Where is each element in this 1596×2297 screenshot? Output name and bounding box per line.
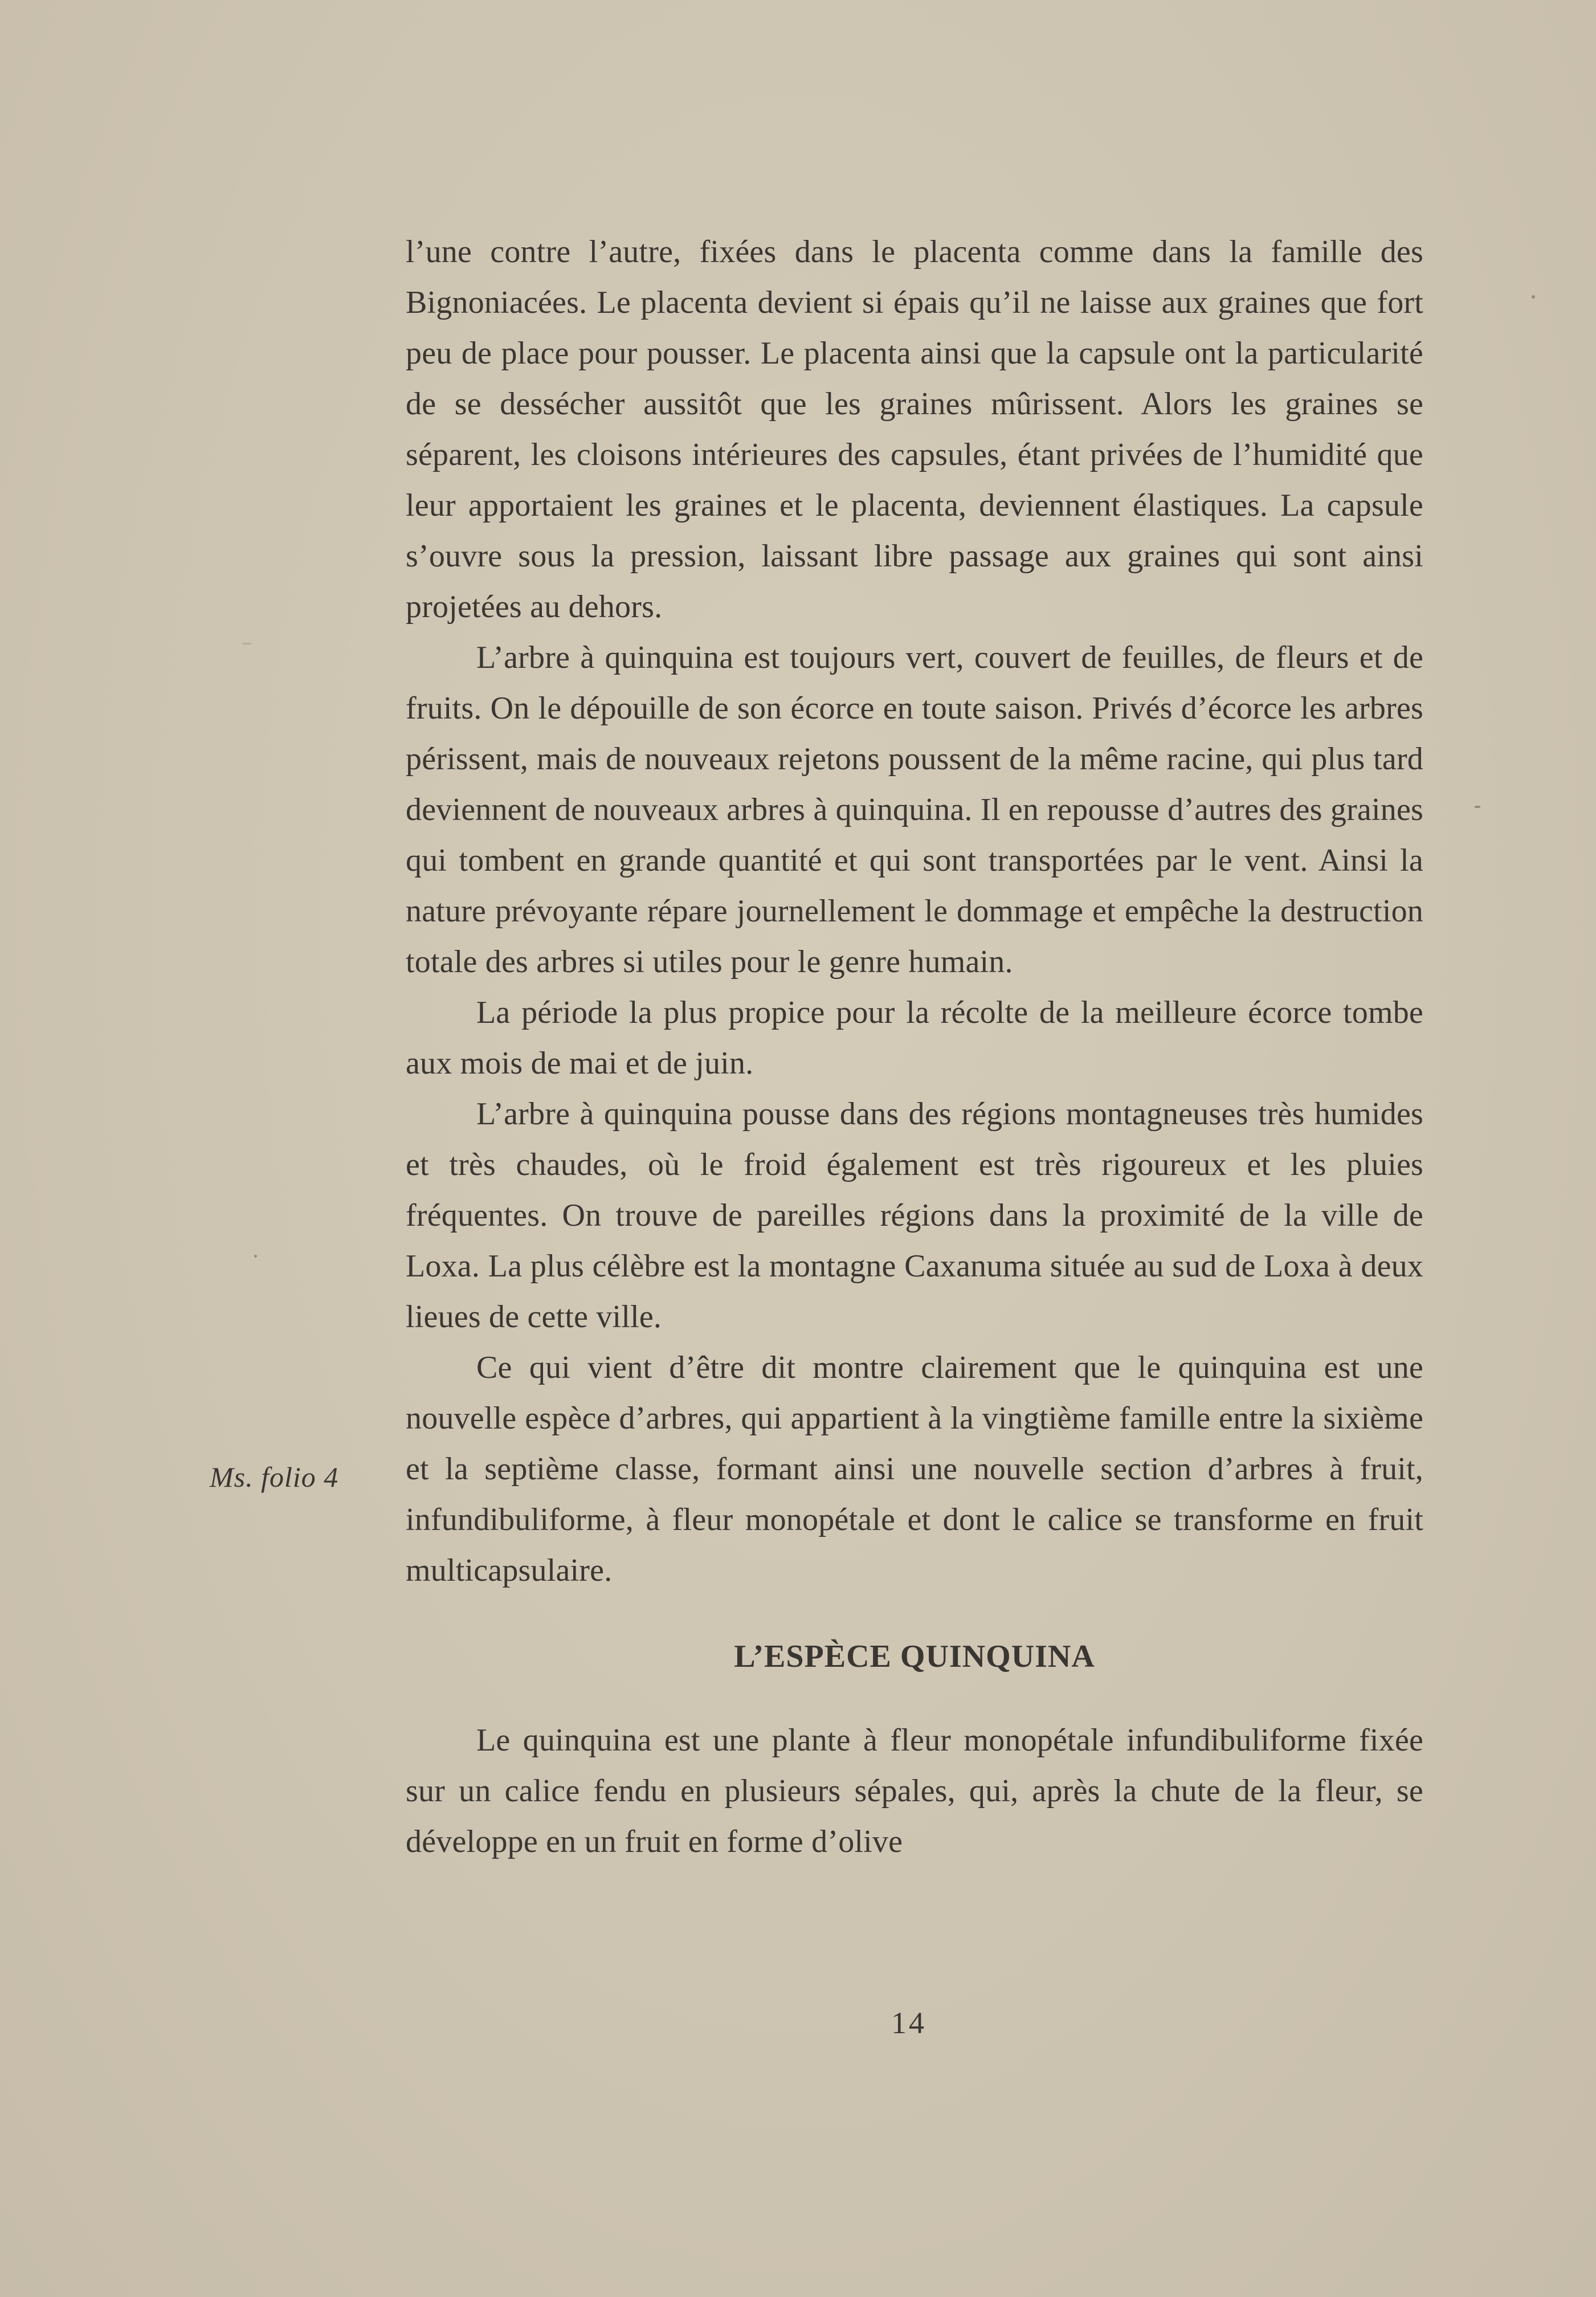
paper-speck	[1475, 806, 1480, 808]
paragraph-2: L’arbre à quinquina est toujours vert, couvert de feuilles, de fleurs et de fruits. On le dépouille de son écorce en toute saison. Privés d’écorce les arbres périssent, mais de nouveaux rejetons poussent de la même racine, qui plus tard deviennent de nouveaux arbres à quinquina. Il en repousse d’autres des graines qui tombent en grande quantité et qui sont transportées par le vent. Ainsi la nature prévoyante répare journellement le dommage et empêche la destruction totale des arbres si utiles pour le genre humain.	[406, 640, 1423, 980]
paragraph-3: La période la plus propice pour la récolte de la meilleure écorce tombe aux mois de mai et de juin.	[406, 995, 1423, 1081]
paper-speck	[254, 1255, 257, 1258]
page-number: 14	[891, 2006, 926, 2040]
paragraph-4: L’arbre à quinquina pousse dans des régions montagneuses très humides et très chaudes, où le froid également est très rigoureux et les pluies fréquentes. On trouve de pareilles régions dans la proximité de la ville de Loxa. La plus célèbre est la montagne Caxanuma située au sud de Loxa à deux lieues de cette ville.	[406, 1096, 1423, 1335]
paper-speck	[1532, 295, 1535, 299]
main-text	[406, 227, 1423, 1867]
section-heading: L’ESPÈCE QUINQUINA	[734, 1639, 1095, 1674]
paragraph-5: Ce qui vient d’être dit montre clairement que le quinquina est une nouvelle espèce d’arbres, qui appartient à la vingtième famille entre la sixième et la septième classe, formant ainsi une nouvelle section d’arbres à fruit, infundibuliforme, à fleur monopétale et dont le calice se transforme en fruit multicapsulaire.	[406, 1350, 1423, 1588]
paper-speck	[242, 643, 251, 644]
paragraph-6: Le quinquina est une plante à fleur monopétale infundibuliforme fixée sur un calice fendu en plusieurs sépales, qui, après la chute de la fleur, se développe en un fruit en forme d’olive	[406, 1723, 1423, 1859]
paragraph-1: l’une contre l’autre, fixées dans le placenta comme dans la famille des Bignoniacées. Le placenta devient si épais qu’il ne laisse aux graines que fort peu de place pour pousser. Le placenta ainsi que la capsule ont la particularité de se dessécher aussitôt que les graines mûrissent. Alors les graines se séparent, les cloisons intérieures des capsules, étant privées de l’humidité que leur apportaient les graines et le placenta, deviennent élastiques. La capsule s’ouvre sous la pression, laissant libre passage aux graines qui sont ainsi projetées au dehors.	[406, 234, 1423, 625]
margin-note: Ms. folio 4	[210, 1461, 339, 1493]
